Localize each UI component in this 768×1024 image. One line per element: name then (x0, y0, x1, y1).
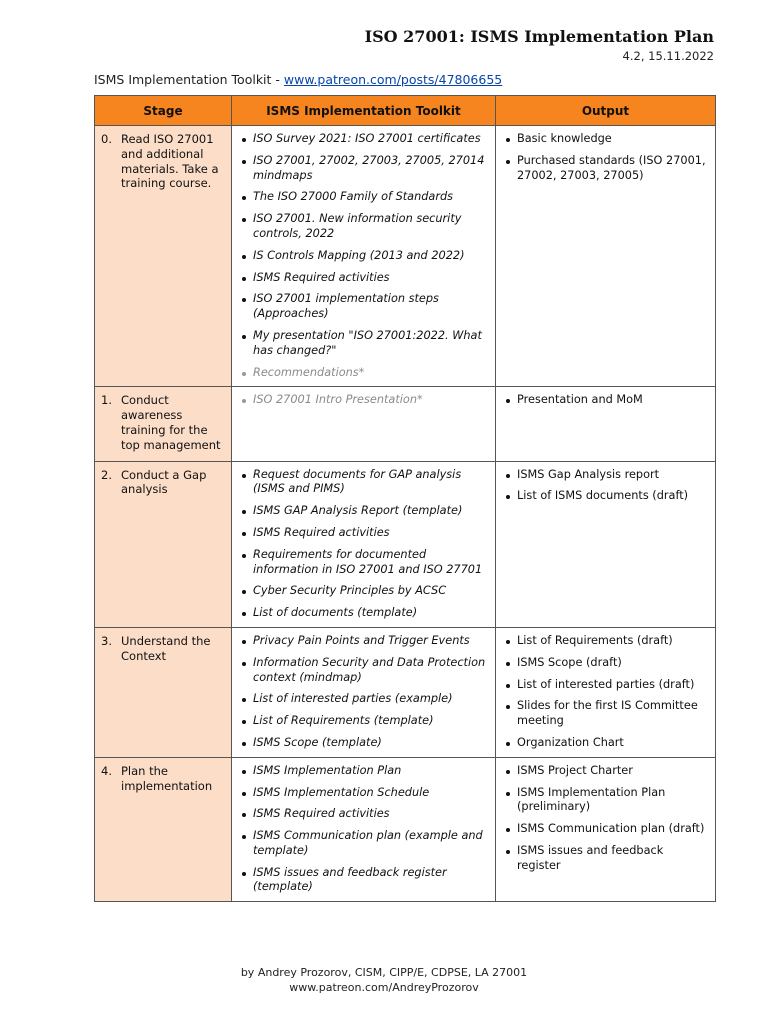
stage-text: Conduct a Gap analysis (121, 467, 207, 497)
stage-number: 1. (101, 393, 112, 408)
document-version: 4.2, 15.11.2022 (622, 49, 714, 63)
output-cell (496, 627, 716, 757)
stage-cell (95, 387, 232, 461)
implementation-plan-table (94, 95, 716, 902)
output-cell (496, 461, 716, 627)
toolkit-item[interactable]: Request documents for GAP analysis (ISMS and PIMS) (238, 468, 489, 498)
output-cell (496, 387, 716, 461)
toolkit-item[interactable]: ISO 27001 implementation steps (Approaches) (238, 292, 489, 322)
toolkit-item[interactable]: ISO Survey 2021: ISO 27001 certificates (238, 132, 489, 147)
output-item: Basic knowledge (502, 132, 709, 147)
toolkit-item[interactable]: List of interested parties (example) (238, 692, 489, 707)
stage-cell (95, 627, 232, 757)
stage-text: Conduct awareness training for the top management (121, 393, 221, 452)
toolkit-cell (232, 126, 496, 387)
table-row (95, 387, 716, 461)
toolkit-item[interactable]: Privacy Pain Points and Trigger Events (238, 634, 489, 649)
output-item: Slides for the first IS Committee meeting (502, 699, 709, 729)
output-item: ISMS Communication plan (draft) (502, 822, 709, 837)
toolkit-item[interactable]: Cyber Security Principles by ACSC (238, 584, 489, 599)
toolkit-list (232, 126, 495, 386)
output-list (496, 387, 715, 414)
toolkit-item[interactable]: Recommendations* (238, 366, 489, 381)
header-output: Output (496, 96, 716, 126)
toolkit-line-prefix: ISMS Implementation Toolkit - (94, 72, 284, 87)
stage (95, 126, 231, 199)
footer-author: by Andrey Prozorov, CISM, CIPP/E, CDPSE, LA 27001 (240, 966, 528, 979)
stage (95, 628, 231, 672)
toolkit-item[interactable]: List of documents (template) (238, 606, 489, 621)
output-item: ISMS Scope (draft) (502, 656, 709, 671)
toolkit-list (232, 628, 495, 757)
toolkit-line (94, 72, 502, 87)
footer-link[interactable]: www.patreon.com/AndreyProzorov (289, 981, 479, 994)
output-item: ISMS Project Charter (502, 764, 709, 779)
output-item: Organization Chart (502, 736, 709, 751)
toolkit-cell (232, 461, 496, 627)
toolkit-cell (232, 627, 496, 757)
table-row (95, 126, 716, 387)
toolkit-list (232, 462, 495, 627)
toolkit-item[interactable]: ISMS Required activities (238, 807, 489, 822)
header-stage: Stage (95, 96, 232, 126)
output-item: ISMS issues and feedback register (502, 844, 709, 874)
stage-text: Plan the implementation (121, 763, 213, 793)
table-row (95, 757, 716, 902)
stage-cell (95, 461, 232, 627)
output-list (496, 462, 715, 511)
toolkit-item[interactable]: ISMS Scope (template) (238, 736, 489, 751)
header-toolkit: ISMS Implementation Toolkit (232, 96, 496, 126)
stage-number: 2. (101, 467, 112, 482)
toolkit-cell (232, 757, 496, 902)
toolkit-link[interactable]: www.patreon.com/posts/47806655 (283, 72, 503, 87)
output-list (496, 126, 715, 189)
stage-number: 4. (101, 763, 112, 778)
output-list (496, 628, 715, 757)
toolkit-list (232, 758, 495, 902)
toolkit-cell (232, 387, 496, 461)
output-cell (496, 757, 716, 902)
stage-text: Understand the Context (121, 633, 211, 663)
table-row (95, 461, 716, 627)
toolkit-item[interactable]: ISO 27001. New information security controls, 2022 (238, 212, 489, 242)
toolkit-item[interactable]: ISMS Required activities (238, 271, 489, 286)
output-item: Presentation and MoM (502, 393, 709, 408)
toolkit-item[interactable]: ISMS GAP Analysis Report (template) (238, 504, 489, 519)
toolkit-item[interactable]: My presentation "ISO 27001:2022. What has changed?" (238, 329, 489, 359)
output-item: List of Requirements (draft) (502, 634, 709, 649)
footer (0, 965, 768, 995)
stage-cell (95, 757, 232, 902)
stage-cell (95, 126, 232, 387)
output-list (496, 758, 715, 880)
output-item: List of interested parties (draft) (502, 678, 709, 693)
stage (95, 758, 231, 802)
toolkit-item[interactable]: ISMS Communication plan (example and template) (238, 829, 489, 859)
toolkit-item[interactable]: ISO 27001, 27002, 27003, 27005, 27014 mindmaps (238, 154, 489, 184)
output-item: Purchased standards (ISO 27001, 27002, 27003, 27005) (502, 154, 709, 184)
toolkit-item[interactable]: The ISO 27000 Family of Standards (238, 190, 489, 205)
toolkit-item[interactable]: List of Requirements (template) (238, 714, 489, 729)
toolkit-item[interactable]: Requirements for documented information in ISO 27001 and ISO 27701 (238, 548, 489, 578)
toolkit-item[interactable]: ISMS Required activities (238, 526, 489, 541)
stage (95, 387, 231, 460)
output-item: ISMS Gap Analysis report (502, 468, 709, 483)
toolkit-item[interactable]: ISMS issues and feedback register (template) (238, 866, 489, 896)
output-cell (496, 126, 716, 387)
stage-number: 0. (101, 132, 112, 146)
toolkit-item[interactable]: Information Security and Data Protection context (mindmap) (238, 656, 489, 686)
toolkit-list (232, 387, 495, 414)
toolkit-item[interactable]: IS Controls Mapping (2013 and 2022) (238, 249, 489, 264)
stage (95, 462, 231, 506)
toolkit-item[interactable]: ISO 27001 Intro Presentation* (238, 393, 489, 408)
output-item: ISMS Implementation Plan (preliminary) (502, 786, 709, 816)
stage-text: Read ISO 27001 and additional materials. Take a training course. (121, 132, 219, 191)
toolkit-item[interactable]: ISMS Implementation Schedule (238, 786, 489, 801)
output-item: List of ISMS documents (draft) (502, 489, 709, 504)
table-row (95, 627, 716, 757)
toolkit-item[interactable]: ISMS Implementation Plan (238, 764, 489, 779)
stage-number: 3. (101, 633, 112, 648)
document-title: ISO 27001: ISMS Implementation Plan (364, 27, 714, 46)
table-header-row (95, 96, 716, 126)
